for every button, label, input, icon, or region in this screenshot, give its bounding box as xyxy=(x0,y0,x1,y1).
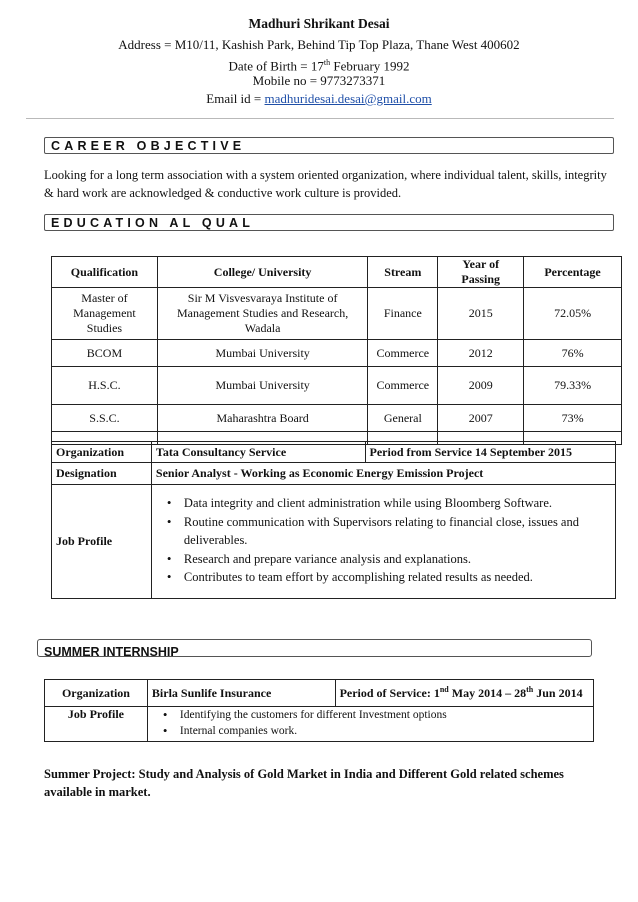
column-header: Stream xyxy=(368,257,438,288)
table-row xyxy=(52,288,622,340)
internship-table xyxy=(44,679,594,742)
education-header-row xyxy=(52,257,622,288)
intern-period: Period of Service: 1nd May 2014 – 28th Jun 2014 xyxy=(335,680,593,707)
org-label: Organization xyxy=(52,442,152,463)
table-row xyxy=(52,367,622,405)
designation-value: Senior Analyst - Working as Economic Energy Emission Project xyxy=(151,463,615,485)
list-item: • Identifying the customers for different Investment options xyxy=(180,707,589,723)
dob-suffix: February 1992 xyxy=(330,58,410,74)
period-value: Period from Service 14 September 2015 xyxy=(365,442,615,463)
column-header: Qualification xyxy=(52,257,158,288)
table-cell: 2012 xyxy=(438,340,524,367)
table-cell: 2009 xyxy=(438,367,524,405)
table-row xyxy=(52,485,616,599)
intern-profile-cell xyxy=(147,707,593,742)
table-row xyxy=(52,405,622,432)
column-header: Year of Passing xyxy=(438,257,524,288)
job-profile-label: Job Profile xyxy=(52,485,152,599)
list-item: • Research and prepare variance analysis and explanations. xyxy=(184,550,605,569)
job-profile-list xyxy=(158,494,605,587)
list-item: • Data integrity and client administration while using Bloomberg Software. xyxy=(184,494,605,513)
list-item: • Internal companies work. xyxy=(180,723,589,739)
dob-prefix: Date of Birth = 17 xyxy=(228,58,324,74)
career-objective-heading: CAREER OBJECTIVE xyxy=(44,137,614,154)
internship-heading: SUMMER INTERNSHIP xyxy=(37,639,592,657)
address: Address = M10/11, Kashish Park, Behind Tip Top Plaza, Thane West 400602 xyxy=(118,37,520,52)
experience-table xyxy=(51,441,616,599)
column-header: College/ University xyxy=(157,257,367,288)
mobile: Mobile no = 9773273371 xyxy=(252,73,386,88)
table-cell: 73% xyxy=(524,405,622,432)
table-cell: Sir M Visvesvaraya Institute of Management Studies and Research, Wadala xyxy=(157,288,367,340)
intern-org-value: Birla Sunlife Insurance xyxy=(147,680,335,707)
org-value: Tata Consultancy Service xyxy=(151,442,365,463)
table-row xyxy=(45,680,594,707)
table-cell: H.S.C. xyxy=(52,367,158,405)
education-table xyxy=(51,256,622,445)
intern-profile-label: Job Profile xyxy=(45,707,148,742)
table-cell: S.S.C. xyxy=(52,405,158,432)
table-cell: 2007 xyxy=(438,405,524,432)
list-item: • Routine communication with Supervisors relating to financial close, issues and deliverables. xyxy=(184,513,605,550)
table-row xyxy=(45,707,594,742)
summer-project: Summer Project: Study and Analysis of Gold Market in India and Different Gold related schemes available in market. xyxy=(44,767,564,799)
table-cell: Mumbai University xyxy=(157,367,367,405)
header-divider xyxy=(26,118,614,119)
career-objective-text: Looking for a long term association with a system oriented organization, where individual talent, skills, integrity & hard work are acknowledged & conductive work culture is provided. xyxy=(44,168,607,200)
table-cell: Commerce xyxy=(368,340,438,367)
table-cell: General xyxy=(368,405,438,432)
dob-sup: th xyxy=(323,58,331,67)
table-cell: 2015 xyxy=(438,288,524,340)
table-cell: Commerce xyxy=(368,367,438,405)
table-cell: Finance xyxy=(368,288,438,340)
email-label: Email id = xyxy=(206,91,265,106)
table-cell: Maharashtra Board xyxy=(157,405,367,432)
intern-profile-list xyxy=(154,707,589,739)
job-profile-cell xyxy=(151,485,615,599)
table-cell: 76% xyxy=(524,340,622,367)
table-cell: Mumbai University xyxy=(157,340,367,367)
column-header: Percentage xyxy=(524,257,622,288)
email-link[interactable]: madhuridesai.desai@gmail.com xyxy=(264,91,432,106)
table-cell: BCOM xyxy=(52,340,158,367)
table-row xyxy=(52,442,616,463)
candidate-name: Madhuri Shrikant Desai xyxy=(248,16,390,31)
table-row xyxy=(52,340,622,367)
table-cell: 72.05% xyxy=(524,288,622,340)
designation-label: Designation xyxy=(52,463,152,485)
list-item: • Contributes to team effort by accomplishing related results as needed. xyxy=(184,568,605,587)
education-heading: EDUCATION AL QUAL xyxy=(44,214,614,231)
table-cell: Master of Management Studies xyxy=(52,288,158,340)
table-cell: 79.33% xyxy=(524,367,622,405)
email-line xyxy=(0,89,638,108)
table-row xyxy=(52,463,616,485)
intern-org-label: Organization xyxy=(45,680,148,707)
